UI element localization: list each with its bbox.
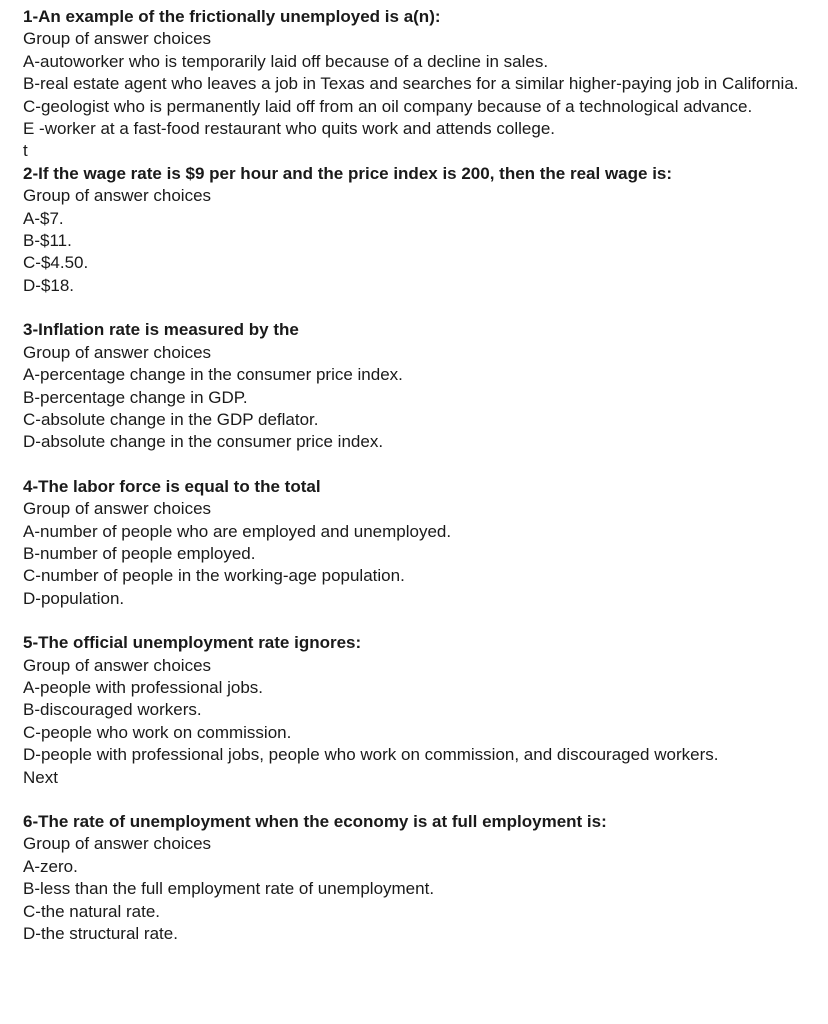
spacer — [23, 789, 813, 811]
group-label: Group of answer choices — [23, 342, 212, 362]
answer-choice[interactable]: B-$11. — [23, 231, 72, 251]
question-prompt: 5-The official unemployment rate ignores: — [23, 633, 362, 653]
question-1 — [23, 6, 813, 163]
question-4 — [23, 476, 813, 610]
answer-choice[interactable]: B-number of people employed. — [23, 543, 256, 563]
question-prompt: 3-Inflation rate is measured by the — [23, 320, 299, 340]
spacer — [23, 454, 813, 476]
answer-choice[interactable]: A-percentage change in the consumer price index. — [23, 365, 403, 385]
question-5 — [23, 632, 813, 789]
group-label: Group of answer choices — [23, 499, 212, 519]
answer-choice[interactable]: A-autoworker who is temporarily laid off because of a decline in sales. — [23, 51, 549, 71]
answer-choice[interactable]: A-$7. — [23, 208, 64, 228]
answer-choice[interactable]: C-people who work on commission. — [23, 722, 292, 742]
answer-choice[interactable]: B-less than the full employment rate of unemployment. — [23, 879, 435, 899]
answer-choice[interactable]: A-people with professional jobs. — [23, 677, 264, 697]
answer-choice[interactable]: C-absolute change in the GDP deflator. — [23, 409, 319, 429]
group-label: Group of answer choices — [23, 834, 212, 854]
answer-choice[interactable]: D-people with professional jobs, people who work on commission, and discouraged workers. — [23, 745, 719, 765]
answer-choice[interactable]: C-the natural rate. — [23, 901, 161, 921]
answer-choice[interactable]: D-$18. — [23, 275, 75, 295]
answer-choice[interactable]: C-$4.50. — [23, 253, 89, 273]
next-text: Next — [23, 767, 58, 787]
answer-choice[interactable]: C-geologist who is permanently laid off from an oil company because of a technological advance. — [23, 96, 753, 116]
question-prompt: 1-An example of the frictionally unemployed is a(n): — [23, 7, 441, 26]
question-prompt: 2-If the wage rate is $9 per hour and the price index is 200, then the real wage is: — [23, 163, 673, 183]
spacer — [23, 297, 813, 319]
question-6 — [23, 811, 813, 945]
question-prompt: 4-The labor force is equal to the total — [23, 476, 321, 496]
answer-choice[interactable]: A-zero. — [23, 856, 78, 876]
answer-choice[interactable]: C-number of people in the working-age population. — [23, 566, 405, 586]
spacer — [23, 610, 813, 632]
answer-choice[interactable]: D-the structural rate. — [23, 924, 178, 944]
answer-choice[interactable]: B-real estate agent who leaves a job in Texas and searches for a similar higher-paying job in California. — [23, 74, 799, 94]
answer-choice[interactable]: B-percentage change in GDP. — [23, 387, 248, 407]
stray-text: t — [23, 141, 28, 161]
question-2 — [23, 163, 813, 297]
question-3 — [23, 319, 813, 453]
group-label: Group of answer choices — [23, 29, 212, 49]
answer-choice[interactable]: A-number of people who are employed and unemployed. — [23, 521, 452, 541]
group-label: Group of answer choices — [23, 655, 212, 675]
answer-choice[interactable]: B-discouraged workers. — [23, 700, 202, 720]
answer-choice[interactable]: D-population. — [23, 588, 125, 608]
answer-choice[interactable]: E -worker at a fast-food restaurant who quits work and attends college. — [23, 119, 555, 139]
question-prompt: 6-The rate of unemployment when the economy is at full employment is: — [23, 812, 607, 831]
group-label: Group of answer choices — [23, 186, 212, 206]
answer-choice[interactable]: D-absolute change in the consumer price index. — [23, 432, 384, 452]
